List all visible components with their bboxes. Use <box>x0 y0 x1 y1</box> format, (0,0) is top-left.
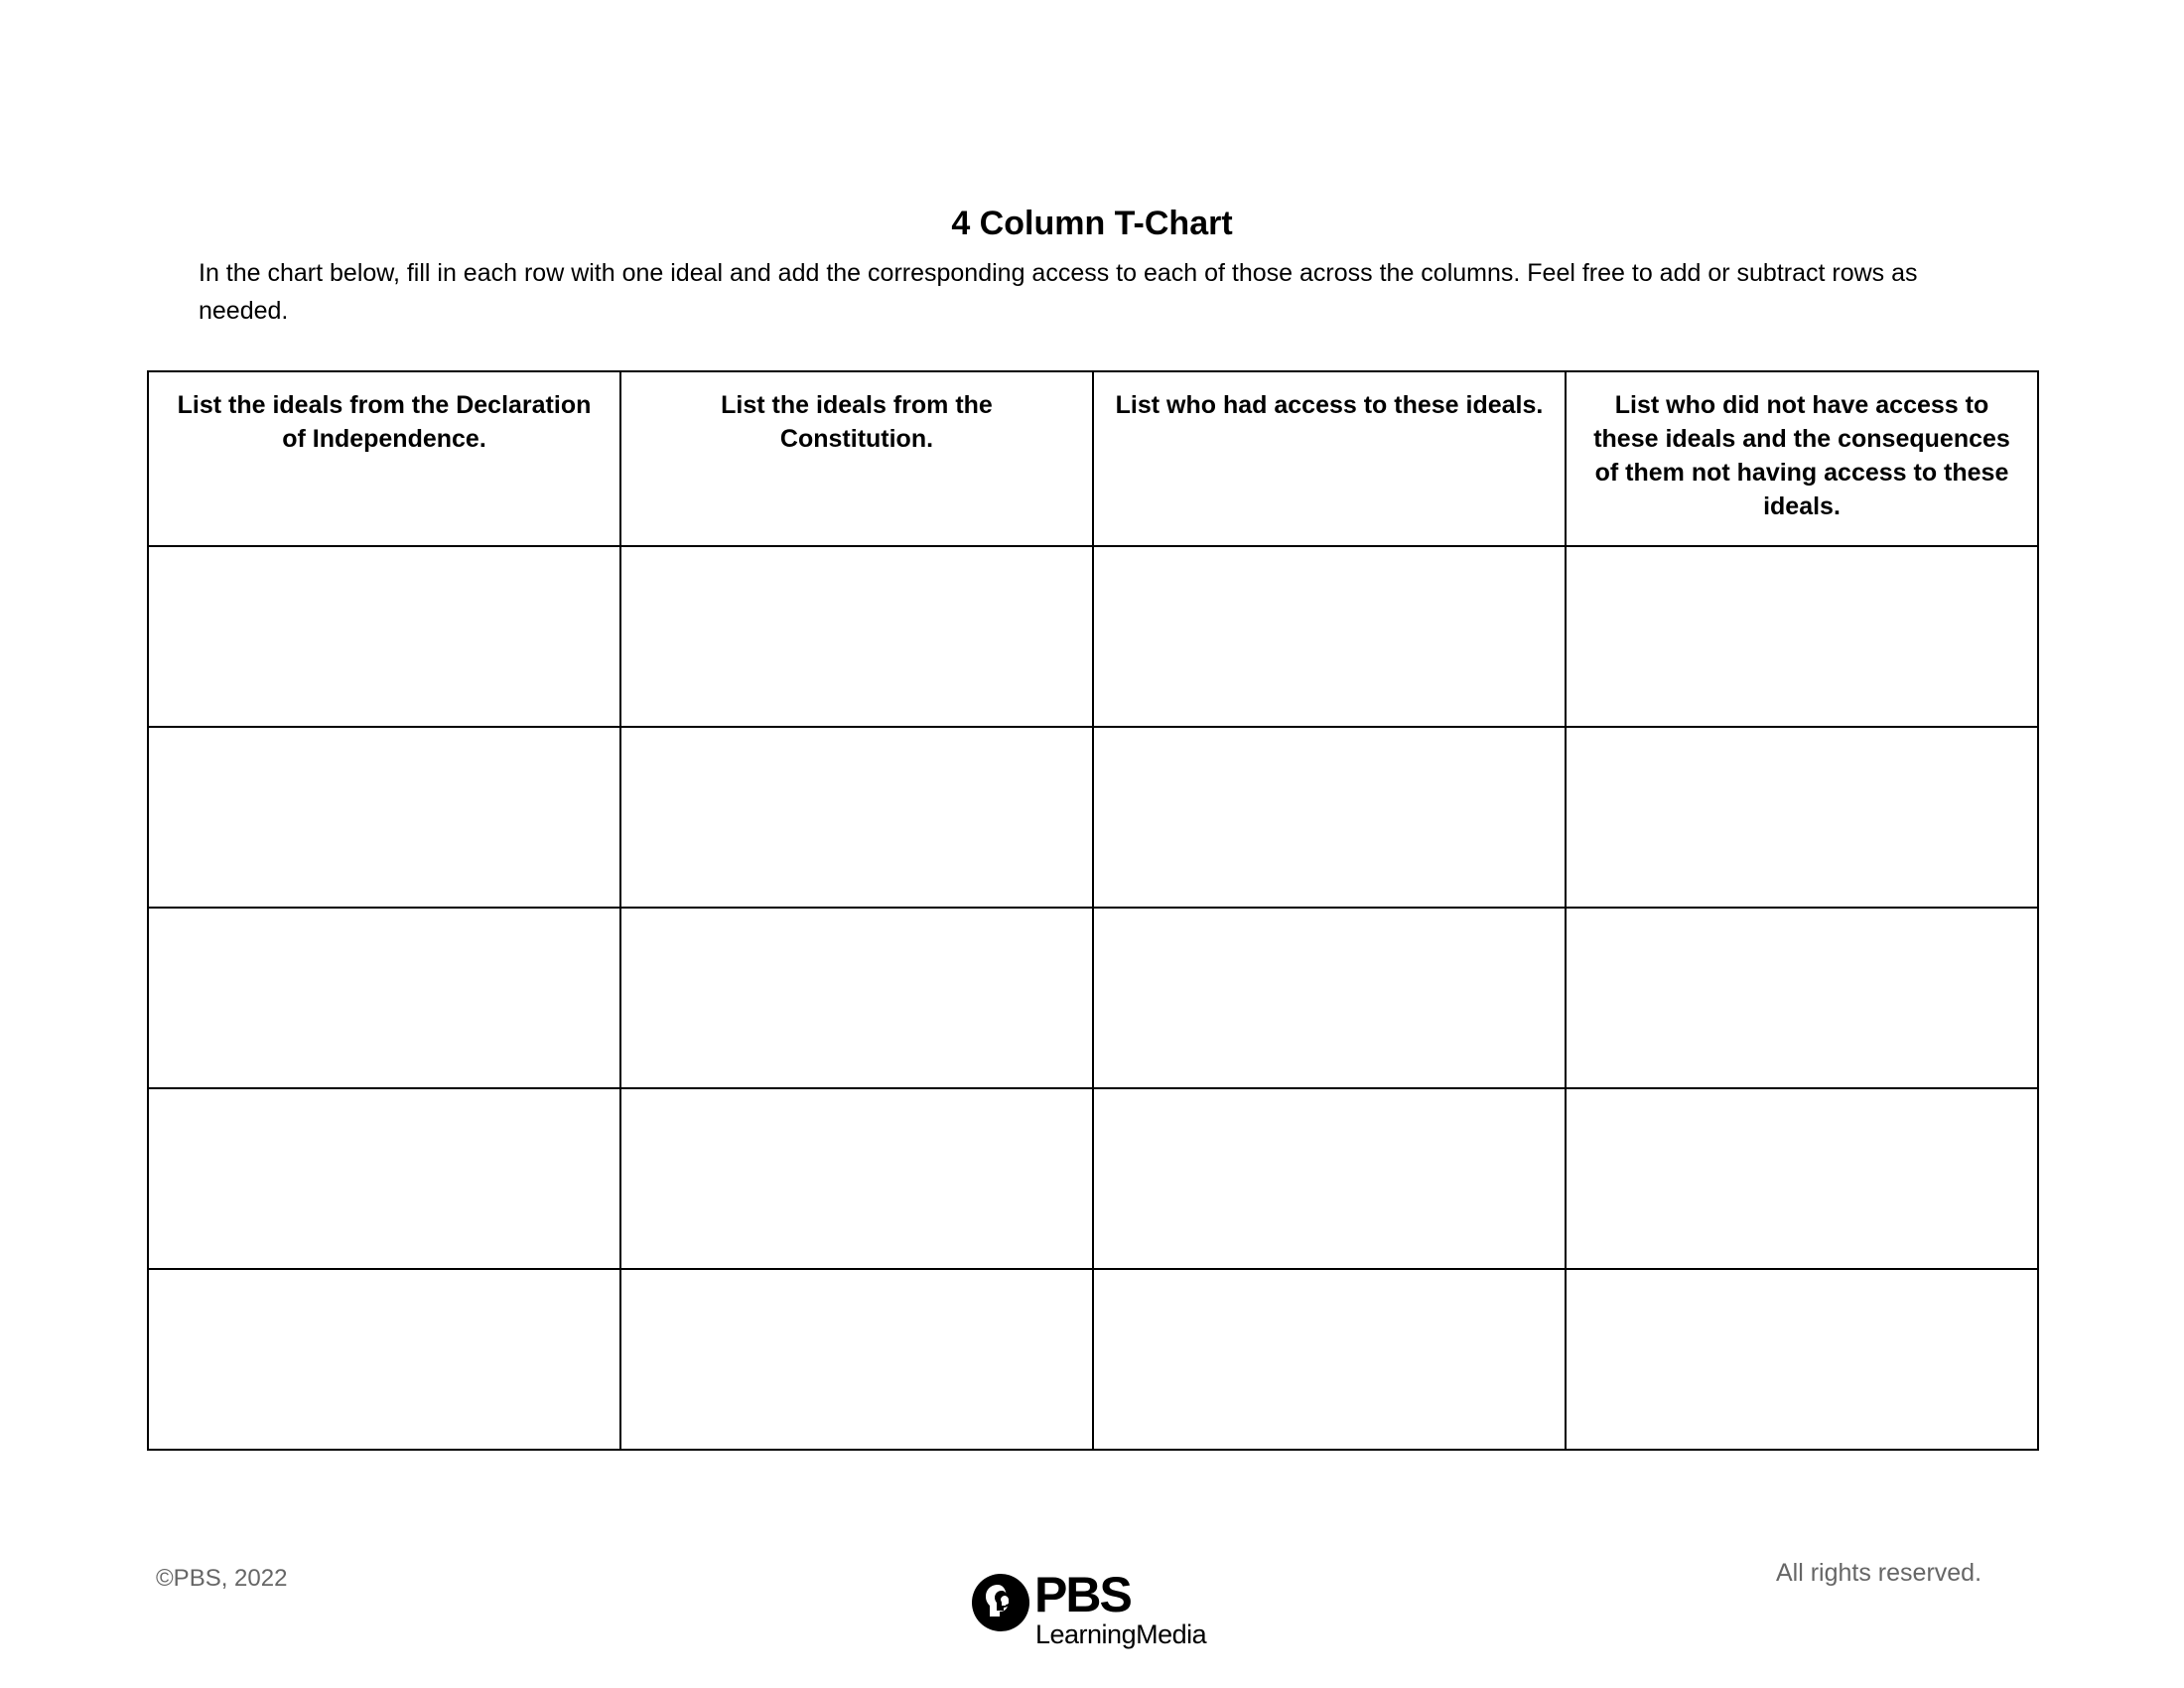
t-chart-table <box>147 370 2039 1451</box>
table-row <box>148 727 2038 908</box>
table-cell[interactable] <box>1093 1088 1566 1269</box>
logo-wordmark: PBS <box>1034 1567 1131 1622</box>
table-cell[interactable] <box>620 1088 1093 1269</box>
table-cell[interactable] <box>1566 1269 2038 1450</box>
page-title: 4 Column T-Chart <box>951 205 1233 242</box>
table-row <box>148 1269 2038 1450</box>
table-cell[interactable] <box>148 727 620 908</box>
table-cell[interactable] <box>148 1088 620 1269</box>
table-cell[interactable] <box>620 546 1093 727</box>
logo-subtitle: LearningMedia <box>1035 1619 1207 1649</box>
column-header-access: List who had access to these ideals. <box>1093 371 1566 546</box>
column-header-constitution: List the ideals from the Constitution. <box>620 371 1093 546</box>
column-header-declaration: List the ideals from the Declaration of Independence. <box>148 371 620 546</box>
table-cell[interactable] <box>1566 546 2038 727</box>
table-cell[interactable] <box>1566 727 2038 908</box>
table-row <box>148 1088 2038 1269</box>
table-cell[interactable] <box>1566 908 2038 1088</box>
table-cell[interactable] <box>148 1269 620 1450</box>
pbs-learningmedia-logo <box>968 1569 1226 1658</box>
header-row <box>148 371 2038 546</box>
table-row <box>148 546 2038 727</box>
table-cell[interactable] <box>1093 1269 1566 1450</box>
table-cell[interactable] <box>148 908 620 1088</box>
table-cell[interactable] <box>1093 546 1566 727</box>
table-cell[interactable] <box>1566 1088 2038 1269</box>
table-row <box>148 908 2038 1088</box>
table-cell[interactable] <box>1093 908 1566 1088</box>
table-cell[interactable] <box>620 1269 1093 1450</box>
pbs-head-icon <box>971 1573 1030 1632</box>
table-cell[interactable] <box>1093 727 1566 908</box>
copyright-text: ©PBS, 2022 <box>156 1565 288 1592</box>
rights-text: All rights reserved. <box>1776 1559 1982 1587</box>
table-cell[interactable] <box>620 727 1093 908</box>
column-header-no-access: List who did not have access to these ideals and the consequences of them not having access to these ideals. <box>1566 371 2038 546</box>
table-cell[interactable] <box>620 908 1093 1088</box>
table-cell[interactable] <box>148 546 620 727</box>
instructions-text: In the chart below, fill in each row with one ideal and add the corresponding access to each of those across the columns. Feel free to add or subtract rows as needed. <box>199 259 1918 325</box>
